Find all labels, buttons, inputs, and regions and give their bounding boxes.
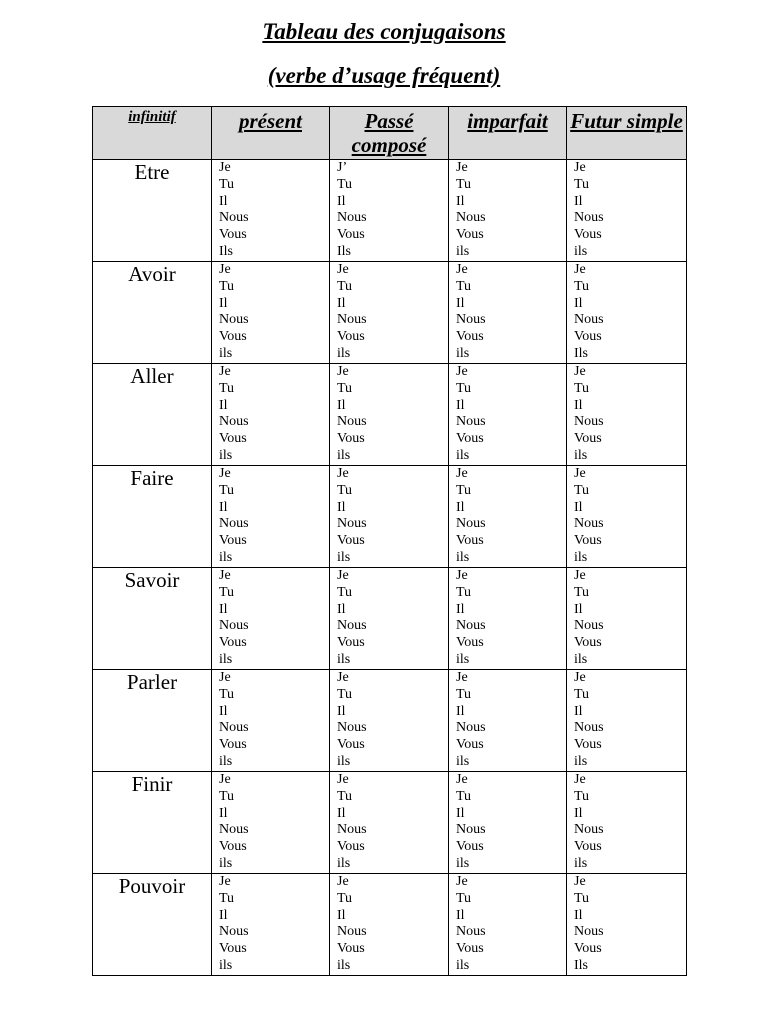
- pronoun: Nous: [456, 618, 486, 634]
- pronoun: Tu: [456, 482, 472, 498]
- pronoun: Tu: [456, 890, 472, 906]
- pronoun: Tu: [574, 890, 590, 906]
- cell-present: [212, 364, 330, 466]
- pronoun: Tu: [456, 278, 472, 294]
- pronoun: ils: [219, 549, 233, 565]
- pronoun: ils: [456, 549, 470, 565]
- pronoun: Il: [337, 907, 346, 923]
- pronoun: Je: [219, 262, 231, 277]
- pronoun: Je: [456, 772, 468, 787]
- pronoun: Tu: [219, 788, 235, 804]
- pronoun: Je: [456, 364, 468, 379]
- pronoun: Vous: [456, 227, 484, 243]
- pronoun: Il: [574, 703, 583, 719]
- pronoun: Il: [337, 805, 346, 821]
- pronoun: Nous: [574, 516, 604, 532]
- cell-present: [212, 466, 330, 568]
- pronoun: Tu: [219, 380, 235, 396]
- table-row: [93, 262, 687, 364]
- pronoun: ils: [219, 345, 233, 361]
- pronoun: Il: [219, 295, 228, 311]
- cell-imparfait: [449, 262, 567, 364]
- pronoun: Nous: [574, 618, 604, 634]
- pronoun: Tu: [456, 176, 472, 192]
- pronoun: ils: [456, 447, 470, 463]
- pronoun: Ils: [574, 345, 588, 361]
- pronoun: ils: [337, 345, 351, 361]
- pronoun: Vous: [574, 227, 602, 243]
- pronoun: Vous: [574, 431, 602, 447]
- pronoun: ils: [337, 549, 351, 565]
- pronoun: Vous: [574, 329, 602, 345]
- cell-passe-compose: [330, 262, 449, 364]
- pronoun: Je: [456, 568, 468, 583]
- verb-infinitive: Parler: [93, 670, 212, 772]
- verb-infinitive: Aller: [93, 364, 212, 466]
- pronoun: Vous: [456, 431, 484, 447]
- pronoun: Vous: [337, 737, 365, 753]
- pronoun: Il: [337, 499, 346, 515]
- pronoun: Il: [337, 397, 346, 413]
- pronoun: Tu: [574, 788, 590, 804]
- header-row: [93, 107, 687, 160]
- pronoun: Il: [337, 193, 346, 209]
- pronoun: Vous: [219, 635, 247, 651]
- pronoun: Je: [337, 262, 349, 277]
- pronoun: Nous: [456, 414, 486, 430]
- pronoun: Vous: [574, 533, 602, 549]
- pronoun: Je: [456, 670, 468, 685]
- pronoun: Je: [574, 364, 586, 379]
- pronoun: Nous: [219, 924, 249, 940]
- header-infinitif: infinitif: [93, 107, 212, 160]
- pronoun: Il: [574, 907, 583, 923]
- pronoun: Nous: [219, 618, 249, 634]
- pronoun: ils: [456, 243, 470, 259]
- pronoun: Il: [337, 703, 346, 719]
- pronoun: ils: [219, 447, 233, 463]
- verb-infinitive: Etre: [93, 160, 212, 262]
- pronoun: Nous: [219, 414, 249, 430]
- pronoun: Nous: [456, 516, 486, 532]
- cell-futur-simple: [567, 772, 687, 874]
- table-row: [93, 364, 687, 466]
- pronoun: Nous: [337, 720, 367, 736]
- pronoun: Tu: [337, 788, 353, 804]
- pronoun: Je: [456, 466, 468, 481]
- pronoun: Tu: [337, 890, 353, 906]
- pronoun: Vous: [219, 431, 247, 447]
- pronoun: Je: [574, 568, 586, 583]
- cell-present: [212, 772, 330, 874]
- pronoun: Nous: [574, 312, 604, 328]
- pronoun: Il: [219, 805, 228, 821]
- pronoun: Nous: [574, 720, 604, 736]
- pronoun: Nous: [219, 516, 249, 532]
- pronoun: ils: [456, 957, 470, 973]
- table-body: [93, 160, 687, 976]
- pronoun: Je: [456, 262, 468, 277]
- cell-imparfait: [449, 160, 567, 262]
- pronoun: Tu: [574, 176, 590, 192]
- pronoun: Il: [219, 499, 228, 515]
- table-row: [93, 568, 687, 670]
- cell-futur-simple: [567, 670, 687, 772]
- pronoun: ils: [337, 447, 351, 463]
- pronoun: Nous: [574, 414, 604, 430]
- cell-passe-compose: [330, 568, 449, 670]
- pronoun: Il: [456, 703, 465, 719]
- pronoun: ils: [219, 753, 233, 769]
- pronoun: Il: [574, 601, 583, 617]
- pronoun: Nous: [337, 414, 367, 430]
- pronoun: Vous: [456, 635, 484, 651]
- pronoun: Il: [337, 601, 346, 617]
- pronoun: ils: [574, 549, 588, 565]
- pronoun: Il: [219, 193, 228, 209]
- cell-passe-compose: [330, 364, 449, 466]
- verb-infinitive: Avoir: [93, 262, 212, 364]
- pronoun: Vous: [337, 635, 365, 651]
- pronoun: ils: [456, 651, 470, 667]
- pronoun: Je: [574, 874, 586, 889]
- cell-imparfait: [449, 364, 567, 466]
- pronoun: Je: [219, 568, 231, 583]
- pronoun: Nous: [456, 312, 486, 328]
- pronoun: Je: [337, 466, 349, 481]
- pronoun: Nous: [219, 210, 249, 226]
- pronoun: ils: [337, 753, 351, 769]
- pronoun: Je: [219, 772, 231, 787]
- cell-futur-simple: [567, 874, 687, 976]
- pronoun: Je: [219, 160, 231, 175]
- cell-imparfait: [449, 568, 567, 670]
- cell-passe-compose: [330, 874, 449, 976]
- pronoun: Je: [574, 466, 586, 481]
- pronoun: Il: [456, 907, 465, 923]
- pronoun: Vous: [219, 533, 247, 549]
- pronoun: Tu: [337, 278, 353, 294]
- pronoun: ils: [337, 651, 351, 667]
- pronoun: Nous: [456, 822, 486, 838]
- pronoun: Tu: [574, 278, 590, 294]
- pronoun: ils: [337, 855, 351, 871]
- verb-infinitive: Pouvoir: [93, 874, 212, 976]
- pronoun: Tu: [574, 482, 590, 498]
- pronoun: Tu: [337, 380, 353, 396]
- pronoun: Nous: [456, 720, 486, 736]
- pronoun: Nous: [219, 720, 249, 736]
- pronoun: Je: [456, 160, 468, 175]
- cell-present: [212, 160, 330, 262]
- pronoun: Tu: [574, 584, 590, 600]
- pronoun: Il: [574, 397, 583, 413]
- table-row: [93, 772, 687, 874]
- conjugation-table: [92, 106, 687, 976]
- pronoun: Je: [574, 160, 586, 175]
- pronoun: Vous: [219, 839, 247, 855]
- cell-present: [212, 670, 330, 772]
- document-title: Tableau des conjugaisons: [262, 19, 506, 44]
- pronoun: Nous: [456, 924, 486, 940]
- pronoun: Nous: [337, 618, 367, 634]
- pronoun: Je: [219, 670, 231, 685]
- pronoun: Nous: [219, 312, 249, 328]
- pronoun: Tu: [219, 584, 235, 600]
- pronoun: Je: [337, 670, 349, 685]
- pronoun: Il: [574, 193, 583, 209]
- pronoun: ils: [574, 447, 588, 463]
- pronoun: Vous: [337, 329, 365, 345]
- pronoun: Nous: [337, 516, 367, 532]
- pronoun: Tu: [219, 890, 235, 906]
- pronoun: ils: [456, 753, 470, 769]
- pronoun: Tu: [574, 380, 590, 396]
- pronoun: Ils: [574, 957, 588, 973]
- pronoun: Je: [456, 874, 468, 889]
- pronoun: Vous: [219, 941, 247, 957]
- pronoun: Je: [574, 670, 586, 685]
- pronoun: Ils: [337, 243, 351, 259]
- pronoun: ils: [574, 855, 588, 871]
- pronoun: Nous: [574, 924, 604, 940]
- pronoun: Vous: [337, 533, 365, 549]
- pronoun: Vous: [219, 329, 247, 345]
- pronoun: Il: [456, 601, 465, 617]
- pronoun: J’: [337, 160, 348, 175]
- pronoun: Il: [456, 295, 465, 311]
- pronoun: ils: [219, 651, 233, 667]
- pronoun: Tu: [219, 278, 235, 294]
- pronoun: Nous: [574, 210, 604, 226]
- pronoun: Je: [337, 568, 349, 583]
- pronoun: Il: [574, 499, 583, 515]
- pronoun: Tu: [574, 686, 590, 702]
- pronoun: Tu: [337, 686, 353, 702]
- table-row: [93, 670, 687, 772]
- table-row: [93, 160, 687, 262]
- pronoun: Tu: [337, 176, 353, 192]
- cell-imparfait: [449, 670, 567, 772]
- cell-present: [212, 568, 330, 670]
- cell-futur-simple: [567, 568, 687, 670]
- header-passe-compose: Passé composé: [330, 107, 449, 160]
- pronoun: ils: [574, 651, 588, 667]
- verb-infinitive: Faire: [93, 466, 212, 568]
- cell-futur-simple: [567, 466, 687, 568]
- pronoun: Vous: [574, 941, 602, 957]
- pronoun: Il: [456, 397, 465, 413]
- pronoun: Nous: [574, 822, 604, 838]
- pronoun: Je: [337, 772, 349, 787]
- pronoun: Je: [219, 466, 231, 481]
- pronoun: ils: [337, 957, 351, 973]
- verb-infinitive: Savoir: [93, 568, 212, 670]
- pronoun: Je: [337, 874, 349, 889]
- pronoun: Tu: [337, 482, 353, 498]
- document-subtitle: (verbe d’usage fréquent): [267, 63, 501, 88]
- pronoun: Il: [219, 601, 228, 617]
- pronoun: Nous: [337, 924, 367, 940]
- pronoun: Vous: [337, 431, 365, 447]
- pronoun: Il: [337, 295, 346, 311]
- pronoun: Tu: [219, 686, 235, 702]
- pronoun: ils: [456, 345, 470, 361]
- cell-present: [212, 874, 330, 976]
- pronoun: Vous: [456, 737, 484, 753]
- header-imparfait: imparfait: [449, 107, 567, 160]
- pronoun: Je: [574, 262, 586, 277]
- pronoun: Tu: [456, 788, 472, 804]
- pronoun: Tu: [337, 584, 353, 600]
- pronoun: Il: [574, 805, 583, 821]
- pronoun: ils: [456, 855, 470, 871]
- pronoun: Il: [219, 703, 228, 719]
- pronoun: Vous: [456, 941, 484, 957]
- pronoun: Vous: [337, 227, 365, 243]
- pronoun: Vous: [574, 635, 602, 651]
- pronoun: Vous: [574, 737, 602, 753]
- pronoun: Vous: [574, 839, 602, 855]
- pronoun: ils: [219, 855, 233, 871]
- cell-futur-simple: [567, 160, 687, 262]
- cell-imparfait: [449, 466, 567, 568]
- pronoun: ils: [219, 957, 233, 973]
- pronoun: Vous: [456, 839, 484, 855]
- pronoun: Vous: [219, 737, 247, 753]
- pronoun: Je: [574, 772, 586, 787]
- pronoun: Nous: [337, 312, 367, 328]
- pronoun: Je: [337, 364, 349, 379]
- pronoun: ils: [574, 753, 588, 769]
- pronoun: Il: [456, 805, 465, 821]
- cell-imparfait: [449, 772, 567, 874]
- cell-futur-simple: [567, 364, 687, 466]
- pronoun: ils: [574, 243, 588, 259]
- pronoun: Vous: [456, 533, 484, 549]
- pronoun: Vous: [456, 329, 484, 345]
- pronoun: Il: [219, 907, 228, 923]
- pronoun: Vous: [337, 839, 365, 855]
- pronoun: Tu: [219, 482, 235, 498]
- pronoun: Tu: [456, 584, 472, 600]
- pronoun: Je: [219, 874, 231, 889]
- pronoun: Vous: [337, 941, 365, 957]
- pronoun: Vous: [219, 227, 247, 243]
- pronoun: Il: [219, 397, 228, 413]
- header-futur-simple: Futur simple: [567, 107, 687, 160]
- header-present: présent: [212, 107, 330, 160]
- cell-present: [212, 262, 330, 364]
- cell-imparfait: [449, 874, 567, 976]
- pronoun: Il: [456, 499, 465, 515]
- pronoun: Tu: [456, 686, 472, 702]
- pronoun: Ils: [219, 243, 233, 259]
- pronoun: Nous: [337, 210, 367, 226]
- pronoun: Nous: [337, 822, 367, 838]
- table-row: [93, 874, 687, 976]
- cell-passe-compose: [330, 772, 449, 874]
- pronoun: Il: [456, 193, 465, 209]
- pronoun: Nous: [456, 210, 486, 226]
- pronoun: Tu: [219, 176, 235, 192]
- pronoun: Il: [574, 295, 583, 311]
- cell-passe-compose: [330, 670, 449, 772]
- cell-futur-simple: [567, 262, 687, 364]
- pronoun: Je: [219, 364, 231, 379]
- cell-passe-compose: [330, 466, 449, 568]
- pronoun: Nous: [219, 822, 249, 838]
- verb-infinitive: Finir: [93, 772, 212, 874]
- pronoun: Tu: [456, 380, 472, 396]
- table-row: [93, 466, 687, 568]
- cell-passe-compose: [330, 160, 449, 262]
